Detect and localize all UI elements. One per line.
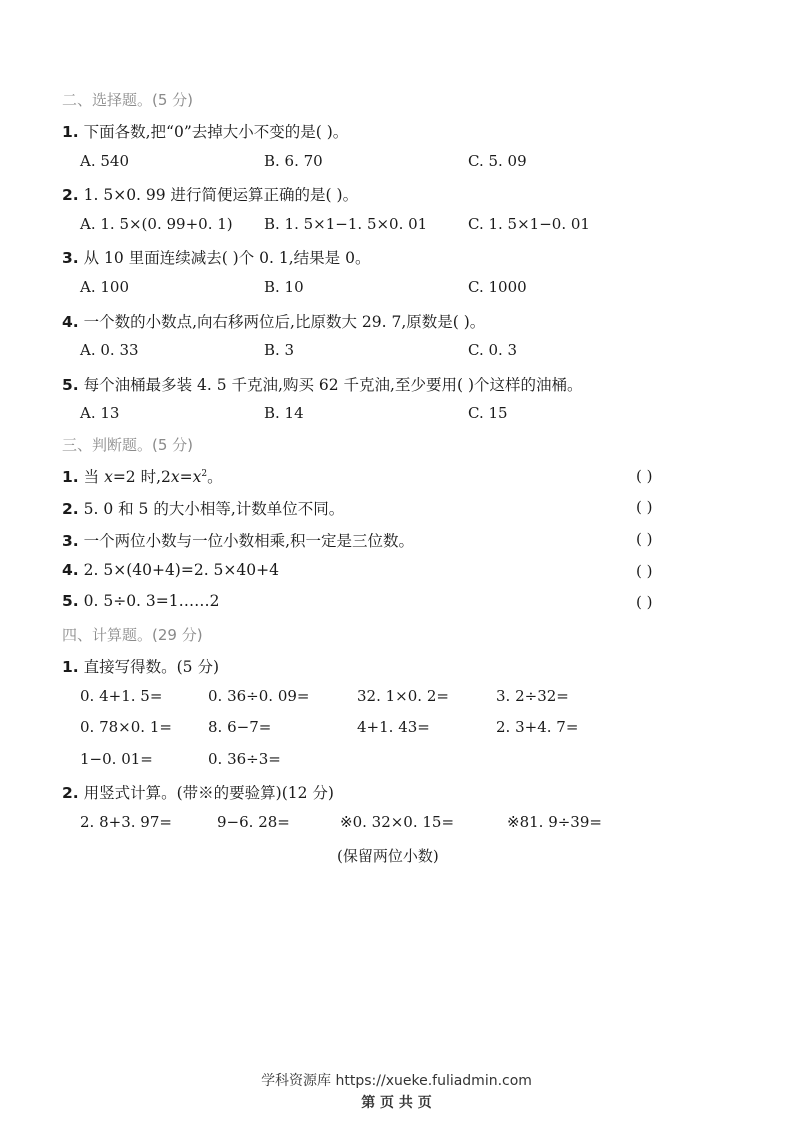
exponent: 2	[201, 468, 208, 479]
option-b: B. 6. 70	[264, 152, 323, 170]
calc-item: 4+1. 43=	[357, 718, 430, 736]
section-title-judgement: 三、判断题。(5 分)	[62, 436, 194, 454]
section-title-calculation: 四、计算题。(29 分)	[62, 626, 203, 644]
question-number: 3.	[62, 532, 79, 550]
question-number: 2.	[62, 500, 79, 518]
option-b: B. 14	[264, 404, 304, 422]
question-text: 1. 5×0. 99 进行简便运算正确的是( )。	[83, 186, 359, 204]
calc-item: 32. 1×0. 2=	[357, 687, 449, 705]
option-c: C. 1000	[468, 278, 527, 296]
vertical-calc-item: ※81. 9÷39=	[507, 813, 602, 831]
judgement-item-3	[62, 529, 414, 551]
option-c: C. 5. 09	[468, 152, 527, 170]
option-b: B. 3	[264, 341, 295, 359]
choice-question-3	[62, 246, 370, 268]
question-number: 4.	[62, 561, 79, 579]
option-b: B. 1. 5×1−1. 5×0. 01	[264, 215, 428, 233]
judgement-item-4	[62, 561, 279, 579]
question-text: 每个油桶最多装 4. 5 千克油,购买 62 千克油,至少要用( )个这样的油桶。	[83, 376, 583, 394]
calc-item: 1−0. 01=	[80, 750, 153, 768]
vertical-calc-item: 2. 8+3. 97=	[80, 813, 172, 831]
answer-parentheses[interactable]: ( )	[636, 593, 653, 611]
question-text: 下面各数,把“0”去掉大小不变的是( )。	[83, 123, 349, 141]
question-text-part: =2 时,2	[112, 468, 171, 486]
option-a: A. 1. 5×(0. 99+0. 1)	[80, 215, 233, 233]
question-number: 1.	[62, 468, 79, 486]
judgement-item-2	[62, 497, 344, 519]
choice-question-2	[62, 183, 358, 205]
option-c: C. 1. 5×1−0. 01	[468, 215, 590, 233]
question-text: 0. 5÷0. 3=1……2	[83, 592, 220, 610]
question-text: 直接写得数。(5 分)	[83, 658, 220, 676]
option-a: A. 540	[80, 152, 129, 170]
vertical-calc-item: ※0. 32×0. 15=	[340, 813, 455, 831]
rounding-note: (保留两位小数)	[337, 847, 439, 865]
variable-x: x	[170, 468, 180, 486]
question-number: 3.	[62, 249, 79, 267]
question-text: 用竖式计算。(带※的要验算)(12 分)	[83, 784, 334, 802]
variable-x: x	[192, 468, 202, 486]
option-c: C. 15	[468, 404, 508, 422]
question-text-part: 。	[207, 468, 223, 486]
question-number: 1.	[62, 658, 79, 676]
option-c: C. 0. 3	[468, 341, 518, 359]
choice-question-1	[62, 120, 348, 142]
calc-item: 2. 3+4. 7=	[496, 718, 579, 736]
calc-item: 3. 2÷32=	[496, 687, 569, 705]
question-text-part: 当	[83, 468, 105, 486]
question-text: 一个两位小数与一位小数相乘,积一定是三位数。	[83, 532, 415, 550]
question-text: 从 10 里面连续减去( )个 0. 1,结果是 0。	[83, 249, 371, 267]
section-title-choice: 二、选择题。(5 分)	[62, 91, 194, 109]
variable-x: x	[104, 468, 113, 486]
calc-item: 0. 4+1. 5=	[80, 687, 163, 705]
calc-item: 0. 36÷0. 09=	[208, 687, 310, 705]
question-text: 2. 5×(40+4)=2. 5×40+4	[83, 561, 279, 579]
option-a: A. 100	[80, 278, 129, 296]
question-number: 1.	[62, 123, 79, 141]
question-number: 5.	[62, 592, 79, 610]
calc-question-1	[62, 655, 219, 677]
judgement-item-1	[62, 465, 223, 487]
calc-question-2	[62, 781, 334, 803]
vertical-calc-item: 9−6. 28=	[217, 813, 290, 831]
question-text: 一个数的小数点,向右移两位后,比原数大 29. 7,原数是( )。	[83, 313, 486, 331]
question-number: 5.	[62, 376, 79, 394]
question-number: 2.	[62, 186, 79, 204]
answer-parentheses[interactable]: ( )	[636, 562, 653, 580]
option-b: B. 10	[264, 278, 304, 296]
calc-item: 0. 36÷3=	[208, 750, 281, 768]
option-a: A. 0. 33	[80, 341, 139, 359]
choice-question-4	[62, 310, 485, 332]
choice-question-5	[62, 373, 583, 395]
question-number: 2.	[62, 784, 79, 802]
option-a: A. 13	[80, 404, 120, 422]
footer-site: 学科资源库 https://xueke.fuliadmin.com	[261, 1073, 532, 1089]
question-number: 4.	[62, 313, 79, 331]
answer-parentheses[interactable]: ( )	[636, 498, 653, 516]
calc-item: 8. 6−7=	[208, 718, 272, 736]
answer-parentheses[interactable]: ( )	[636, 467, 653, 485]
question-text: 5. 0 和 5 的大小相等,计数单位不同。	[83, 500, 345, 518]
question-text-part: =	[179, 468, 193, 486]
footer-page-number: 第 页 共 页	[361, 1095, 432, 1111]
judgement-item-5	[62, 592, 219, 610]
calc-item: 0. 78×0. 1=	[80, 718, 172, 736]
answer-parentheses[interactable]: ( )	[636, 530, 653, 548]
